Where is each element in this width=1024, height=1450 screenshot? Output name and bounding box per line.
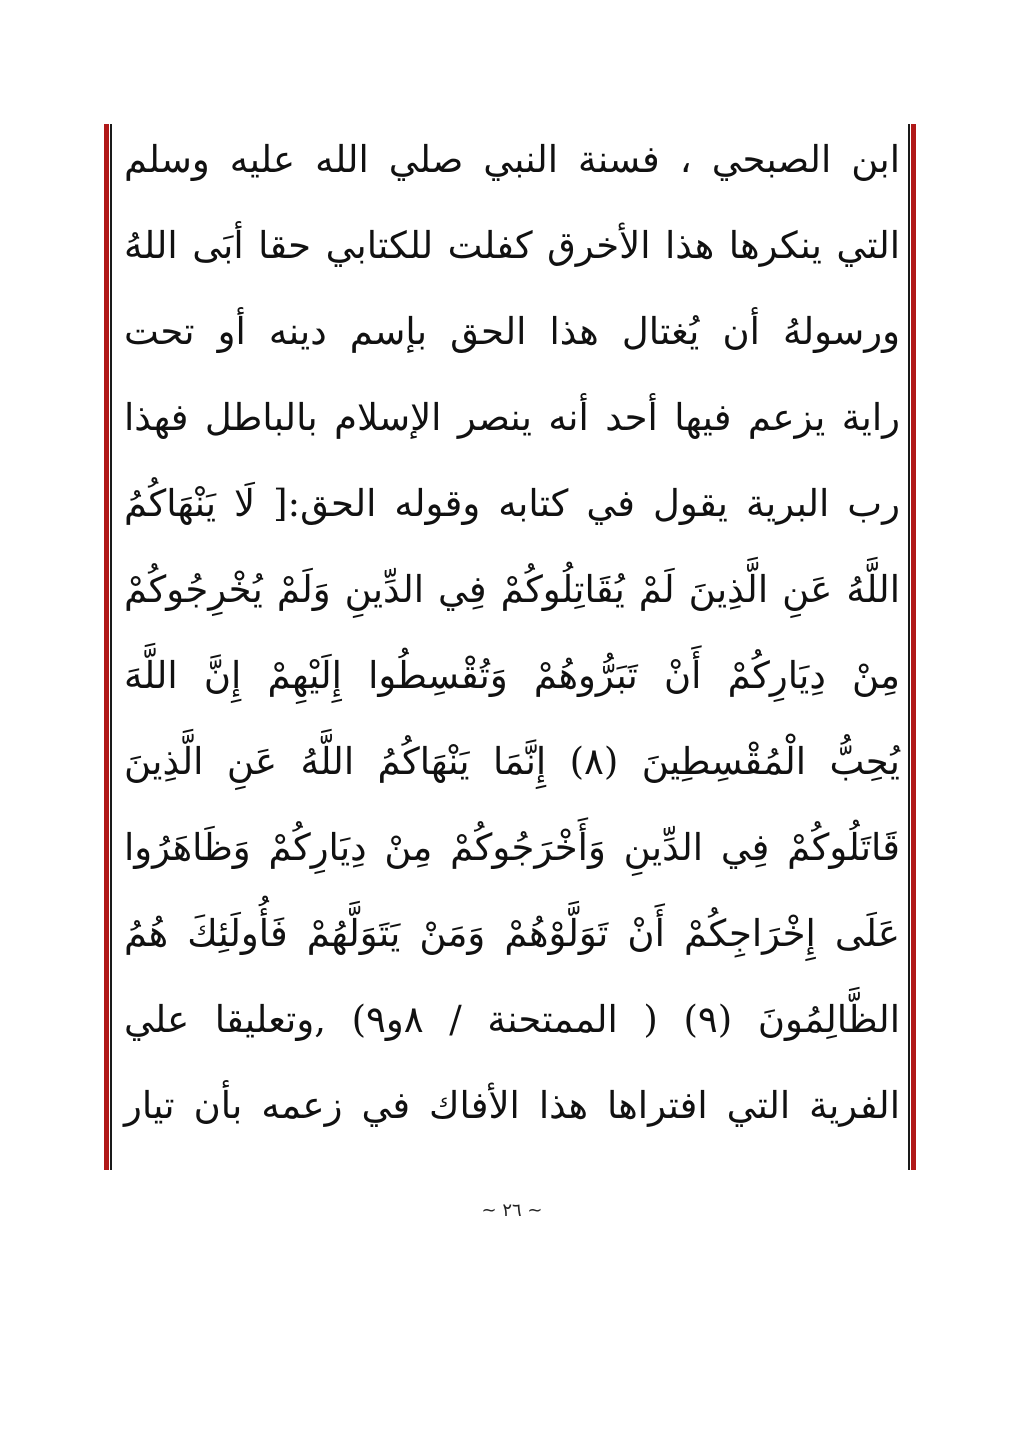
frame-left-red-rule (104, 124, 109, 1170)
text-line: الفرية التي افتراها هذا الأفاك في زعمه بأن تيار (124, 1084, 900, 1127)
page-number: ~ ٢٦ ~ (481, 1200, 543, 1221)
frame-right-black-rule (908, 124, 910, 1170)
text-line: قَاتَلُوكُمْ فِي الدِّينِ وَأَخْرَجُوكُمْ مِنْ دِيَارِكُمْ وَظَاهَرُوا (124, 826, 900, 869)
text-line: يُحِبُّ الْمُقْسِطِينَ (٨) إِنَّمَا يَنْهَاكُمُ اللَّهُ عَنِ الَّذِينَ (124, 740, 900, 783)
text-line: ابن الصبحي ، فسنة النبي صلي الله عليه وسلم (124, 138, 900, 181)
text-line: عَلَى إِخْرَاجِكُمْ أَنْ تَوَلَّوْهُمْ وَمَنْ يَتَوَلَّهُمْ فَأُولَئِكَ هُمُ (124, 912, 900, 955)
text-line: راية يزعم فيها أحد أنه ينصر الإسلام بالباطل فهذا (124, 396, 900, 439)
text-line: التي ينكرها هذا الأخرق كفلت للكتابي حقا أبَى اللهُ (124, 224, 900, 267)
text-line: ورسولهُ أن يُغتال هذا الحق بإسم دينه أو تحت (124, 310, 900, 353)
body-text (124, 130, 900, 1170)
frame-left-black-rule (110, 124, 112, 1170)
text-line: الظَّالِمُونَ (٩) ( الممتحنة / ٨و٩) ,وتعليقا علي (124, 998, 900, 1041)
frame-right-red-rule (911, 124, 916, 1170)
text-line: مِنْ دِيَارِكُمْ أَنْ تَبَرُّوهُمْ وَتُقْسِطُوا إِلَيْهِمْ إِنَّ اللَّهَ (124, 654, 900, 697)
text-line: رب البرية يقول في كتابه وقوله الحق:[ لَا يَنْهَاكُمُ (124, 482, 900, 525)
text-line: اللَّهُ عَنِ الَّذِينَ لَمْ يُقَاتِلُوكُمْ فِي الدِّينِ وَلَمْ يُخْرِجُوكُمْ (124, 568, 900, 611)
